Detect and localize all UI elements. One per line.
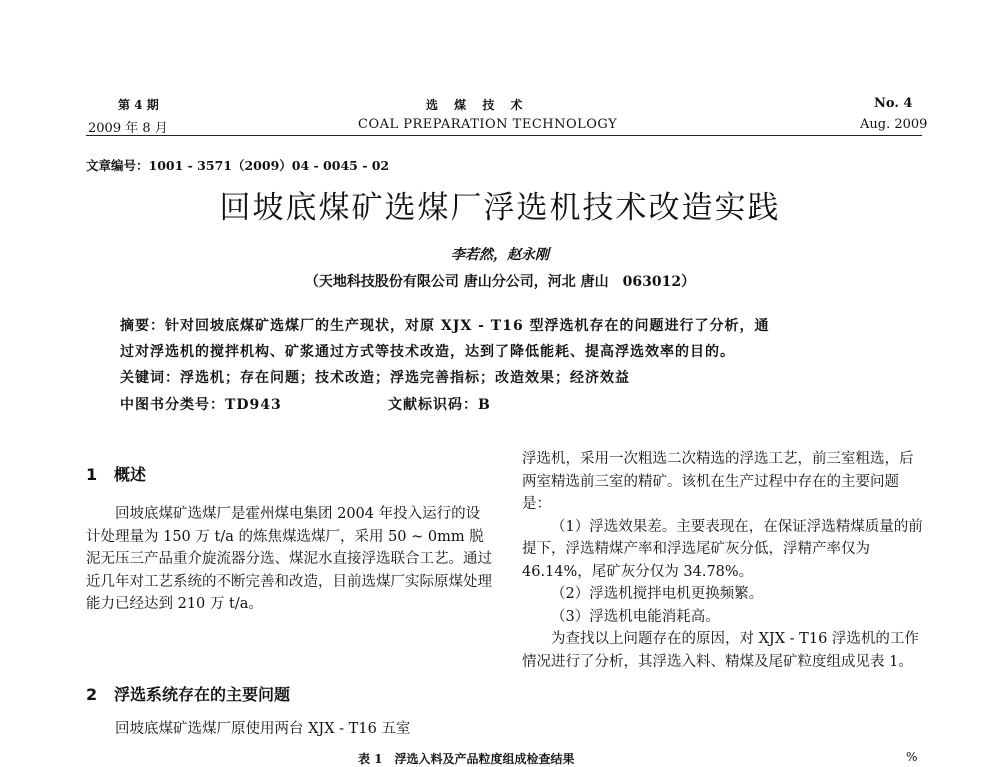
header-rule <box>86 135 922 136</box>
section-2-paragraph: 回坡底煤矿选煤厂原使用两台 XJX - T16 五室 <box>115 721 411 737</box>
header-issue-no: No. 4 <box>874 96 913 111</box>
table-caption: 表 1 浮选入料及产品粒度组成检查结果 <box>358 752 575 766</box>
article-title: 回坡底煤矿选煤厂浮选机技术改造实践 <box>219 190 781 226</box>
right-paragraph-1: 浮选机，采用一次粗选二次精选的浮选工艺，前三室粗选，后两室精选前三室的精矿。该机在生产过程中存在的主要问题是： <box>522 451 914 512</box>
section-2-number: 2 <box>86 685 98 704</box>
affiliation: （天地科技股份有限公司 唐山分公司，河北 唐山 063012） <box>304 274 696 290</box>
abstract-line-2: 过对浮选机的搅拌机构、矿浆通过方式等技术改造，达到了降低能耗、提高浮选效率的目的。 <box>120 344 735 360</box>
document-code: 文献标识码：B <box>388 397 491 413</box>
header-date-cn: 2009 年 8 月 <box>88 121 168 136</box>
section-1-title: 概述 <box>114 465 147 484</box>
authors: 李若然，赵永刚 <box>451 247 549 263</box>
header-journal-en: COAL PREPARATION TECHNOLOGY <box>358 117 618 132</box>
section-1-paragraph: 回坡底煤矿选煤厂是霍州煤电集团 2004 年投入运行的设计处理量为 150 万 t/a 的炼焦煤选煤厂，采用 50 ~ 0mm 脱泥无压三产品重介旋流器分选、煤泥水直接浮选联合工艺。通过近几年对工艺系统的不断完善和改造，目前选煤厂实际原煤处理能力已经达到 210 万 t/a。 <box>86 506 492 612</box>
keywords: 关键词：浮选机；存在问题；技术改造；浮选完善指标；改造效果；经济效益 <box>120 370 630 386</box>
section-2-heading <box>86 682 290 705</box>
abstract-line-1: 摘要：针对回坡底煤矿选煤厂的生产现状，对原 XJX - T16 型浮选机存在的问题进行了分析，通 <box>120 318 770 334</box>
header-journal-cn: 选 煤 技 术 <box>426 98 529 112</box>
table-unit: % <box>906 750 918 764</box>
right-item-3: （3）浮选机电能消耗高。 <box>551 608 720 625</box>
header-date-en: Aug. 2009 <box>860 117 928 132</box>
section-2-body <box>86 718 492 741</box>
right-paragraph-2: 为查找以上问题存在的原因，对 XJX - T16 浮选机的工作情况进行了分析，其浮选入料、精煤及尾矿粒度组成见表 1。 <box>522 631 919 670</box>
doc-number: 文章编号：1001 - 3571（2009）04 - 0045 - 02 <box>86 158 390 173</box>
section-2-title: 浮选系统存在的主要问题 <box>114 685 291 704</box>
header-issue: 第 4 期 <box>118 98 159 112</box>
clc-number: 中图书分类号：TD943 <box>120 397 282 413</box>
section-1-heading <box>86 462 146 485</box>
section-1-number: 1 <box>86 465 98 484</box>
right-item-2: （2）浮选机搅拌电机更换频繁。 <box>551 586 764 602</box>
section-1-body <box>86 503 492 616</box>
right-item-1: （1）浮选效果差。主要表现在，在保证浮选精煤质量的前提下，浮选精煤产率和浮选尾矿灰分低，浮精产率仅为 46.14%，尾矿灰分仅为 34.78%。 <box>522 518 923 580</box>
right-column <box>522 448 926 673</box>
